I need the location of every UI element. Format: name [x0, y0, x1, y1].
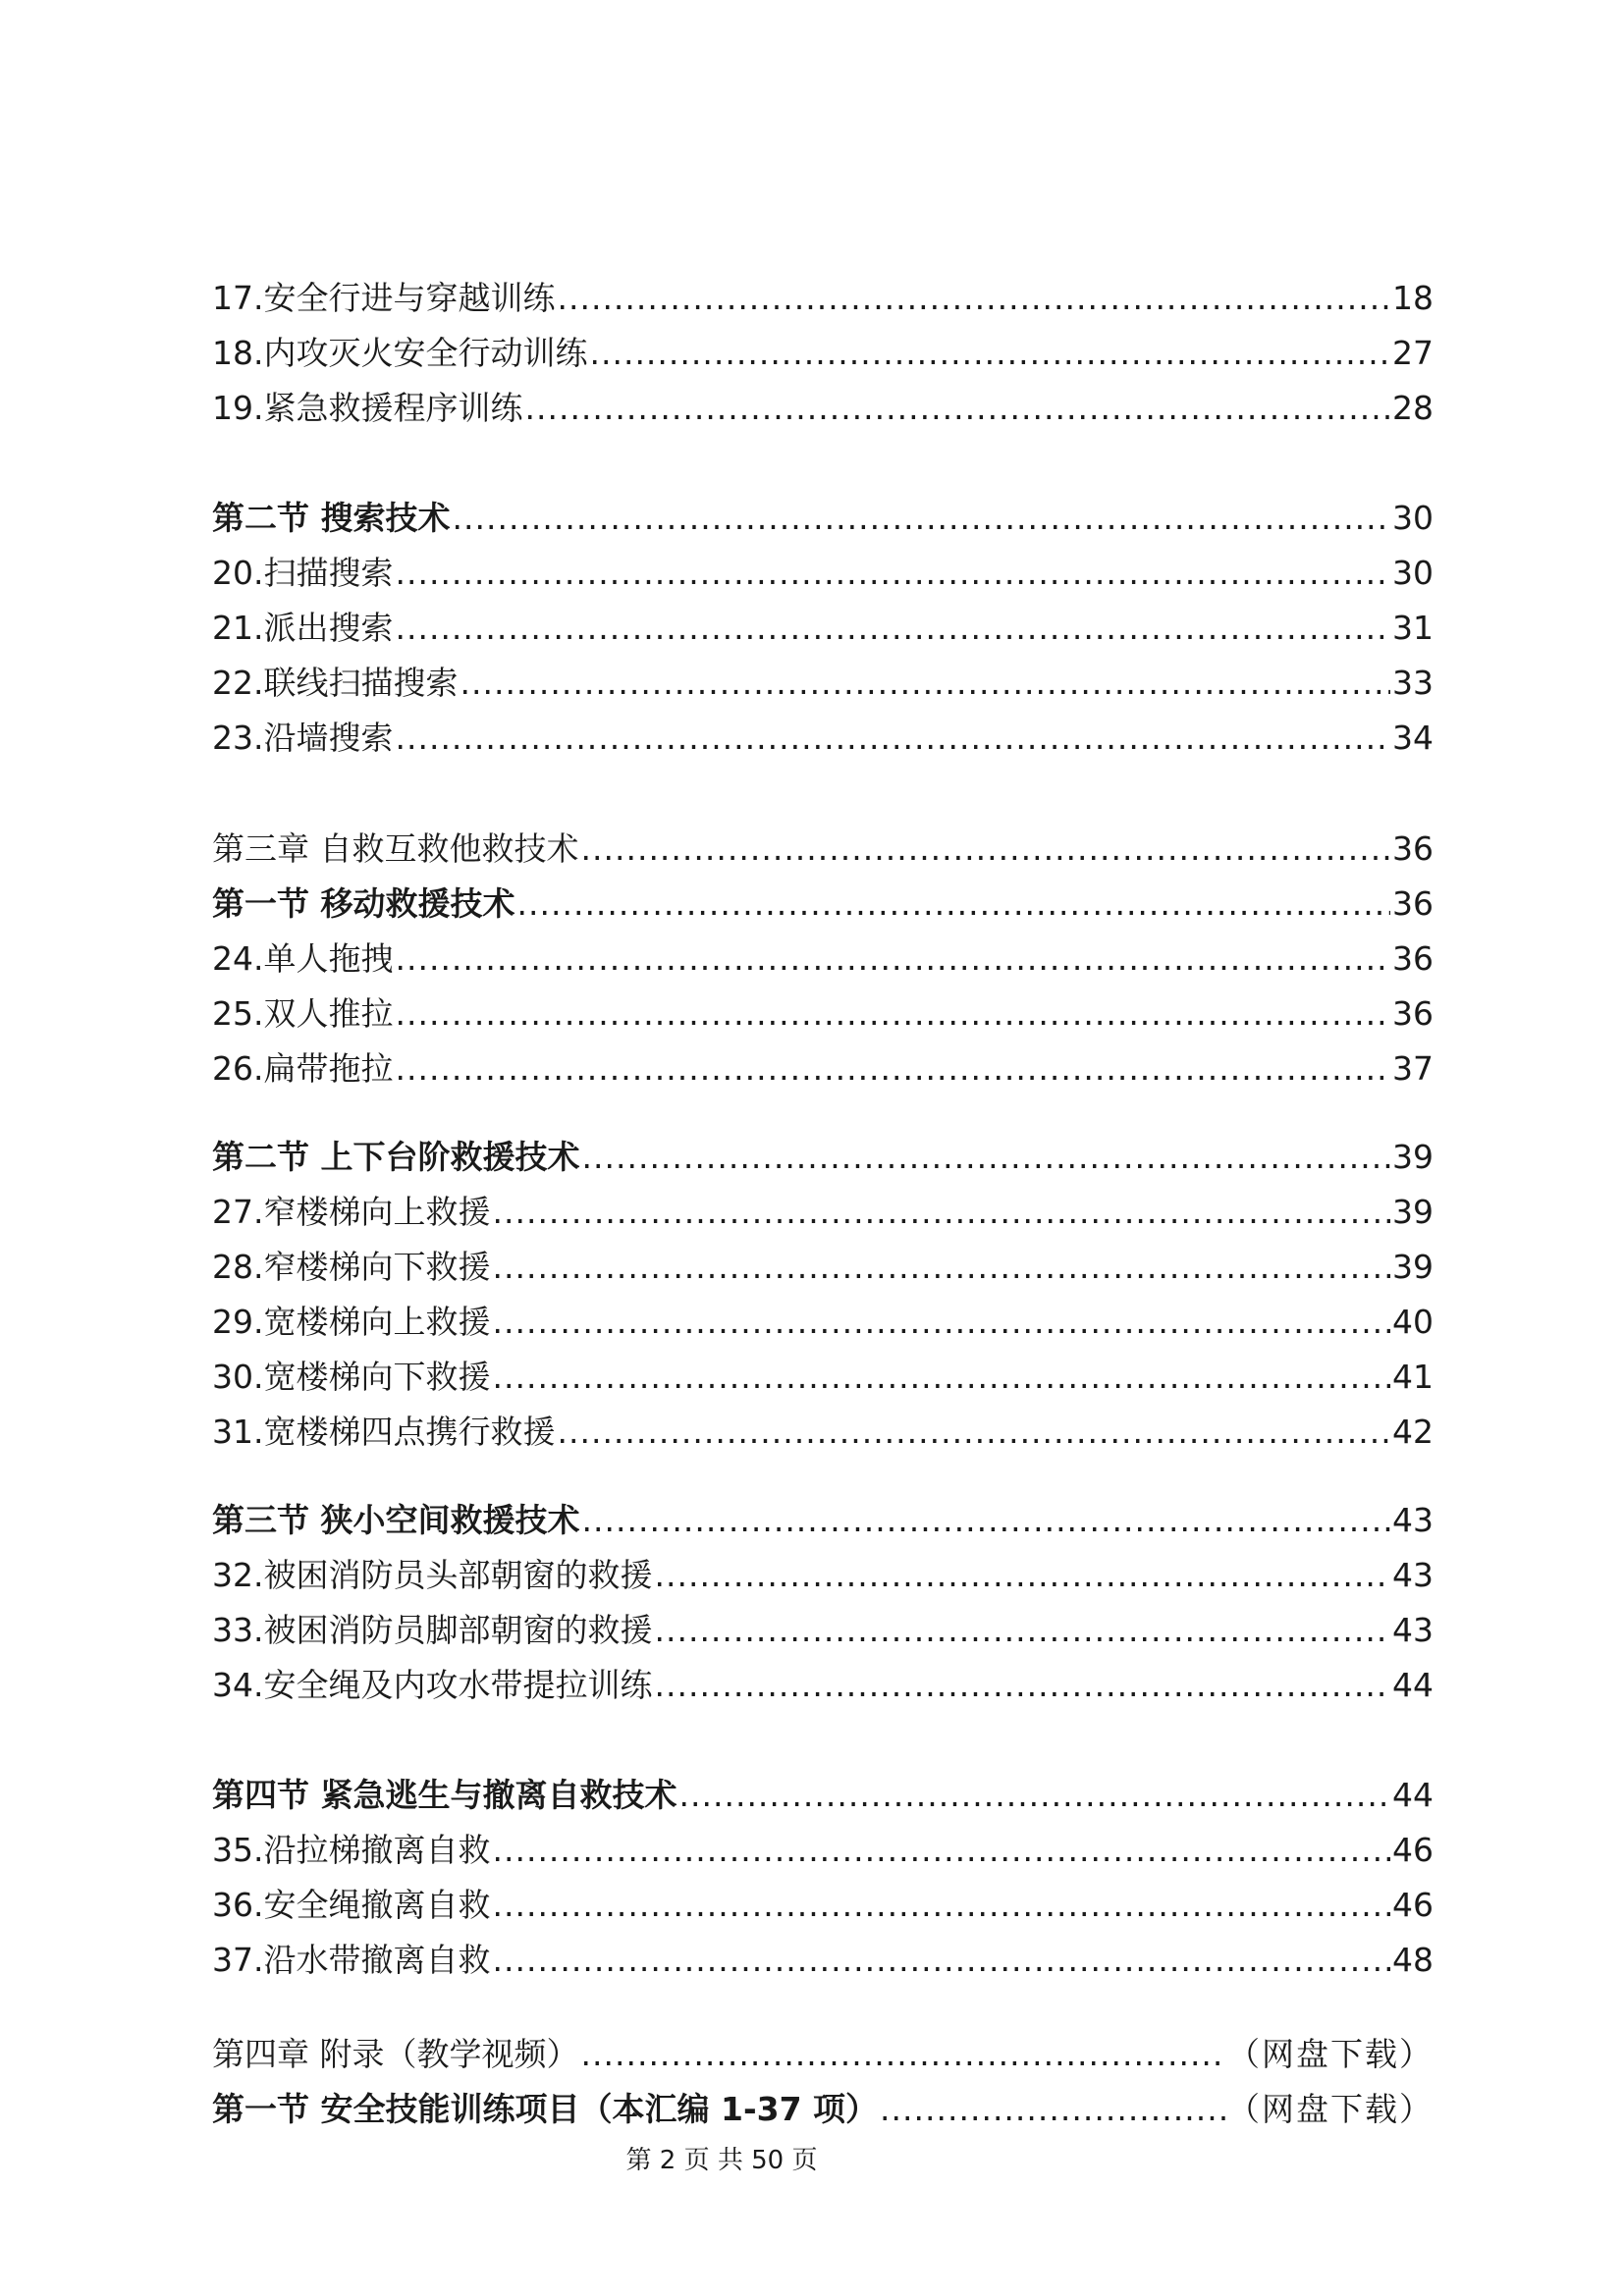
toc-page-number: （网盘下载）	[1227, 2035, 1434, 2073]
toc-dot-leader	[582, 1499, 1391, 1542]
toc-entry[interactable]	[212, 1411, 1434, 1454]
toc-section-heading[interactable]	[212, 882, 1434, 926]
toc-dot-leader	[460, 662, 1390, 705]
toc-section-heading[interactable]	[212, 1136, 1434, 1179]
toc-page-number: 30	[1392, 499, 1434, 537]
toc-dot-leader	[395, 552, 1390, 595]
toc-entry[interactable]	[212, 1246, 1434, 1289]
toc-entry[interactable]	[212, 1884, 1434, 1927]
toc-page-number: 39	[1392, 1193, 1434, 1231]
toc-entry-title: 31.宽楼梯四点携行救援	[212, 1413, 556, 1451]
toc-page-number: 28	[1392, 389, 1434, 427]
toc-entry-title: 17.安全行进与穿越训练	[212, 279, 556, 317]
toc-dot-leader	[581, 828, 1391, 871]
toc-page-number: （网盘下载）	[1227, 2090, 1434, 2128]
toc-entry-title: 第四章 附录（教学视频）	[212, 2035, 579, 2073]
toc-entry-title: 37.沿水带撤离自救	[212, 1941, 491, 1979]
toc-page-number: 41	[1392, 1358, 1434, 1396]
toc-entry[interactable]	[212, 937, 1434, 981]
toc-dot-leader	[654, 1609, 1390, 1652]
toc-entry-title: 第二节 搜索技术	[212, 499, 451, 537]
toc-entry-title: 36.安全绳撤离自救	[212, 1886, 491, 1924]
toc-page-number: 39	[1392, 1138, 1434, 1176]
toc-dot-leader	[395, 1047, 1390, 1091]
toc-entry[interactable]	[212, 387, 1434, 430]
toc-page-number: 37	[1392, 1049, 1434, 1088]
toc-dot-leader	[557, 1411, 1390, 1454]
toc-entry-title: 25.双人推拉	[212, 994, 394, 1033]
toc-dot-leader	[395, 937, 1390, 981]
toc-entry-title: 第三节 狭小空间救援技术	[212, 1501, 580, 1539]
toc-entry-title: 26.扁带拖拉	[212, 1049, 394, 1088]
toc-dot-leader	[880, 2088, 1225, 2131]
toc-dot-leader	[395, 992, 1390, 1036]
toc-dot-leader	[679, 1774, 1391, 1817]
toc-page-number: 31	[1392, 609, 1434, 647]
toc-section-heading[interactable]	[212, 1499, 1434, 1542]
toc-entry-title: 第一节 移动救援技术	[212, 884, 515, 923]
toc-dot-leader	[492, 1829, 1390, 1872]
toc-dot-leader	[582, 1136, 1391, 1179]
toc-entry-title: 20.扫描搜索	[212, 554, 394, 592]
page-footer: 第 2 页 共 50 页	[625, 2146, 818, 2175]
toc-entry[interactable]	[212, 1047, 1434, 1091]
toc-entry[interactable]	[212, 992, 1434, 1036]
toc-dot-leader	[492, 1246, 1390, 1289]
toc-page-number: 36	[1392, 884, 1434, 923]
toc-entry-title: 32.被困消防员头部朝窗的救援	[212, 1556, 653, 1594]
toc-page-number: 46	[1392, 1886, 1434, 1924]
toc-dot-leader	[395, 607, 1390, 650]
toc-entry-title: 22.联线扫描搜索	[212, 664, 459, 702]
toc-page-number: 44	[1392, 1776, 1434, 1814]
toc-page-number: 39	[1392, 1248, 1434, 1286]
toc-section-heading[interactable]	[212, 2088, 1434, 2131]
toc-entry[interactable]	[212, 717, 1434, 760]
toc-entry[interactable]	[212, 1609, 1434, 1652]
toc-entry-title: 35.沿拉梯撤离自救	[212, 1831, 491, 1869]
toc-entry[interactable]	[212, 1664, 1434, 1707]
toc-entry[interactable]	[212, 1356, 1434, 1399]
toc-dot-leader	[492, 1191, 1390, 1234]
toc-entry-title: 34.安全绳及内攻水带提拉训练	[212, 1666, 653, 1704]
toc-dot-leader	[524, 387, 1390, 430]
toc-dot-leader	[453, 497, 1391, 540]
toc-page-number: 36	[1392, 994, 1434, 1033]
toc-dot-leader	[517, 882, 1391, 926]
toc-entry[interactable]	[212, 552, 1434, 595]
toc-entry-title: 第四节 紧急逃生与撤离自救技术	[212, 1776, 677, 1814]
toc-page-number: 43	[1392, 1556, 1434, 1594]
toc-entry-title: 29.宽楼梯向上救援	[212, 1303, 491, 1341]
toc-entry-title: 19.紧急救援程序训练	[212, 389, 523, 427]
toc-dot-leader	[492, 1301, 1390, 1344]
toc-dot-leader	[654, 1554, 1390, 1597]
toc-page-number: 36	[1392, 939, 1434, 978]
toc-entry-title: 第三章 自救互救他救技术	[212, 829, 579, 868]
toc-entry[interactable]	[212, 662, 1434, 705]
toc-page-number: 40	[1392, 1303, 1434, 1341]
toc-entry[interactable]	[212, 607, 1434, 650]
toc-entry-title: 21.派出搜索	[212, 609, 394, 647]
toc-page-number: 42	[1392, 1413, 1434, 1451]
toc-entry[interactable]	[212, 828, 1434, 871]
toc-entry[interactable]	[212, 332, 1434, 375]
toc-entry-title: 第一节 安全技能训练项目（本汇编 1-37 项）	[212, 2090, 879, 2128]
toc-entry-title: 24.单人拖拽	[212, 939, 394, 978]
toc-entry-title: 27.窄楼梯向上救援	[212, 1193, 491, 1231]
toc-page-number: 43	[1392, 1501, 1434, 1539]
toc-page-number: 30	[1392, 554, 1434, 592]
toc-dot-leader	[492, 1884, 1390, 1927]
toc-entry-title: 28.窄楼梯向下救援	[212, 1248, 491, 1286]
toc-page-number: 33	[1392, 664, 1434, 702]
toc-page-number: 46	[1392, 1831, 1434, 1869]
toc-page-number: 44	[1392, 1666, 1434, 1704]
toc-page-number: 36	[1392, 829, 1434, 868]
toc-page-number: 18	[1392, 279, 1434, 317]
toc-dot-leader	[492, 1939, 1390, 1982]
toc-entry[interactable]	[212, 1829, 1434, 1872]
toc-page-number: 43	[1392, 1611, 1434, 1649]
toc-entry[interactable]	[212, 1554, 1434, 1597]
toc-entry[interactable]	[212, 1939, 1434, 1982]
toc-dot-leader	[654, 1664, 1390, 1707]
toc-entry-title: 30.宽楼梯向下救援	[212, 1358, 491, 1396]
toc-page-number: 27	[1392, 334, 1434, 372]
toc-page-number: 34	[1392, 719, 1434, 757]
toc-entry[interactable]	[212, 1301, 1434, 1344]
toc-section-heading[interactable]	[212, 1774, 1434, 1817]
toc-dot-leader	[395, 717, 1390, 760]
toc-dot-leader	[492, 1356, 1390, 1399]
toc-dot-leader	[557, 277, 1390, 320]
toc-entry[interactable]	[212, 277, 1434, 320]
toc-entry[interactable]	[212, 1191, 1434, 1234]
toc-dot-leader	[581, 2033, 1226, 2076]
toc-entry[interactable]	[212, 2033, 1434, 2076]
toc-entry-title: 33.被困消防员脚部朝窗的救援	[212, 1611, 653, 1649]
toc-page-number: 48	[1392, 1941, 1434, 1979]
toc-dot-leader	[589, 332, 1390, 375]
toc-section-heading[interactable]	[212, 497, 1434, 540]
toc-entry-title: 18.内攻灭火安全行动训练	[212, 334, 588, 372]
toc-entry-title: 第二节 上下台阶救援技术	[212, 1138, 580, 1176]
toc-entry-title: 23.沿墙搜索	[212, 719, 394, 757]
